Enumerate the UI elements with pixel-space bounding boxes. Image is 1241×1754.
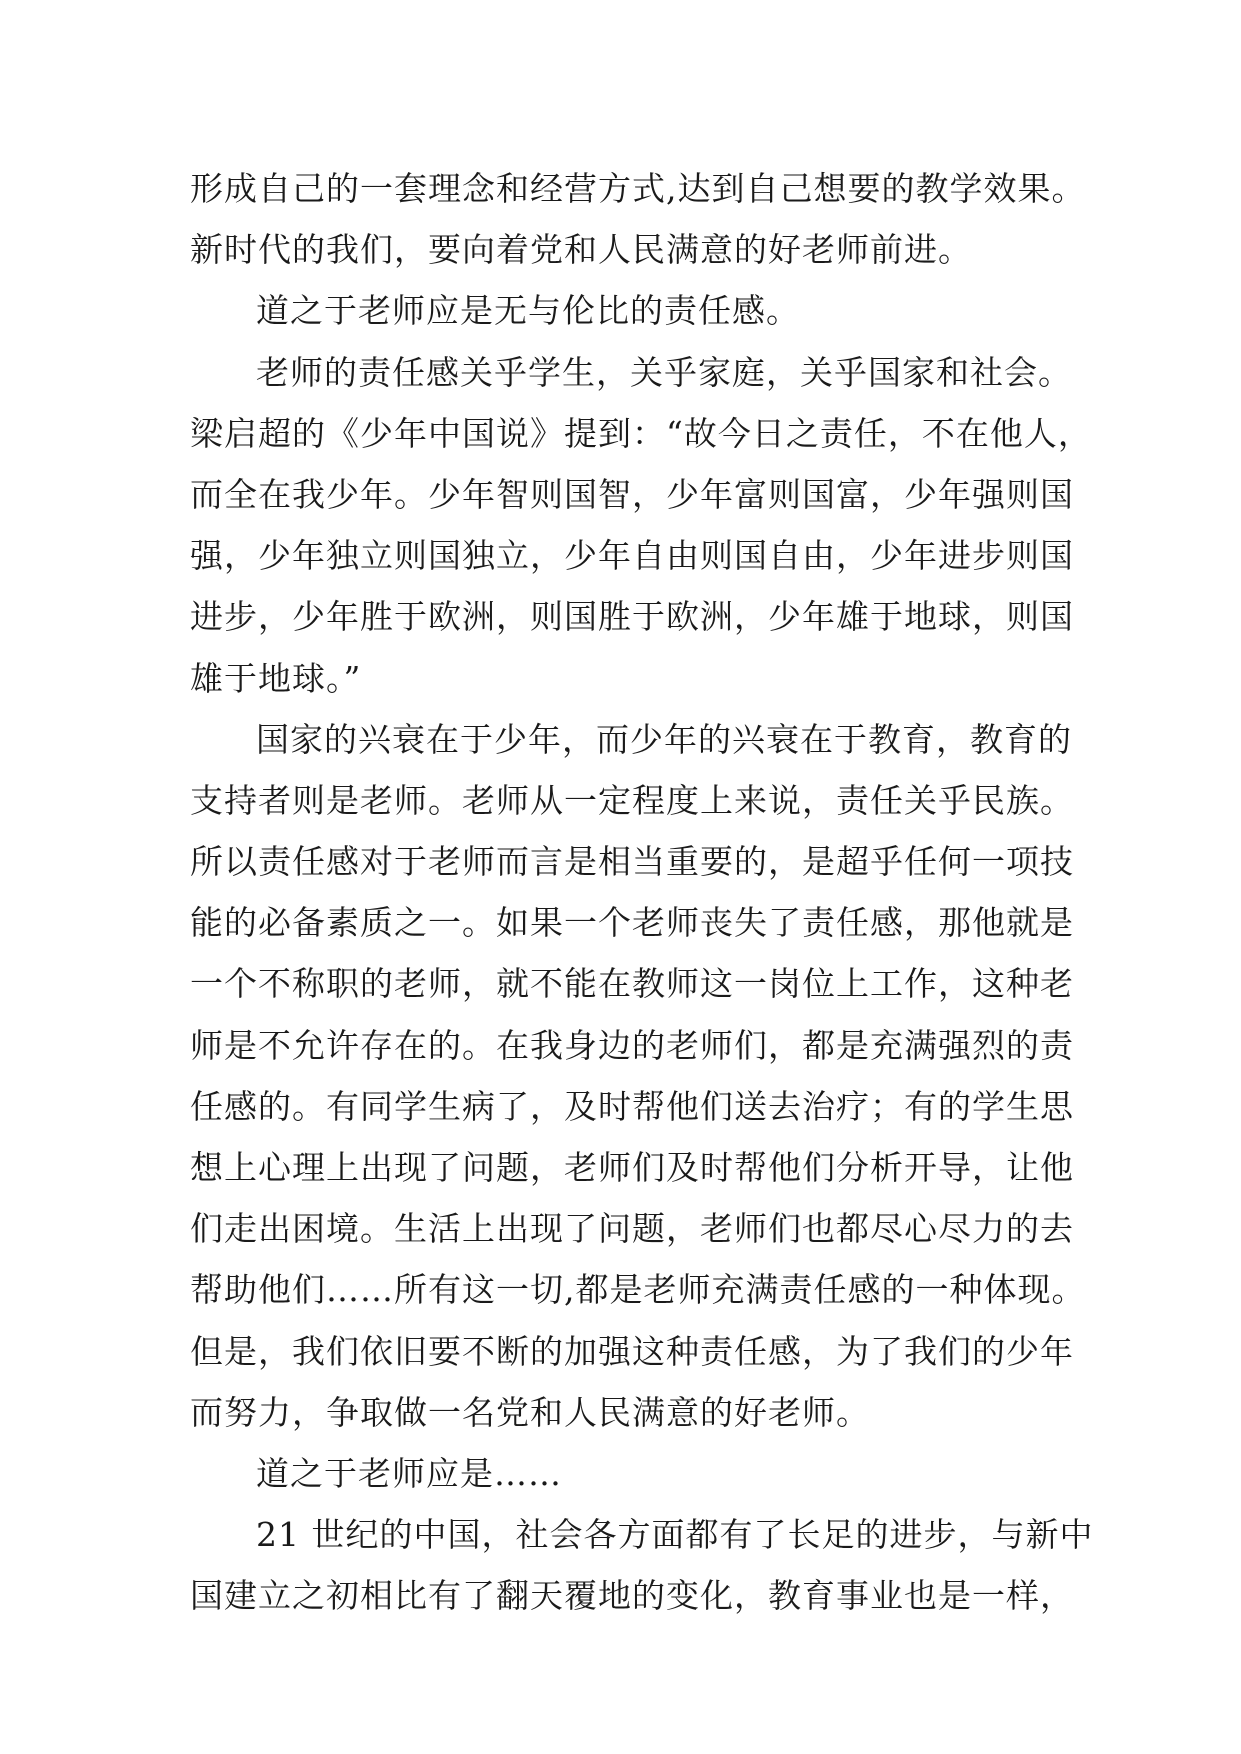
document-body (190, 158, 1094, 1627)
text-line: 新时代的我们，要向着党和人民满意的好老师前进。 (190, 230, 972, 270)
text-line: 雄于地球。” (190, 658, 362, 698)
text-line: 而全在我少年。少年智则国智，少年富则国富，少年强则国 (190, 474, 1074, 514)
text-line: 支持者则是老师。老师从一定程度上来说，责任关乎民族。 (190, 780, 1074, 820)
text-line: 一个不称职的老师，就不能在教师这一岗位上工作，这种老 (190, 964, 1074, 1004)
text-line: 师是不允许存在的。在我身边的老师们，都是充满强烈的责 (190, 1025, 1074, 1065)
section-heading: 道之于老师应是无与伦比的责任感。 (256, 291, 800, 331)
text-line: 想上心理上出现了问题，老师们及时帮他们分析开导，让他 (190, 1148, 1074, 1187)
text-line: 进步，少年胜于欧洲，则国胜于欧洲，少年雄于地球，则国 (190, 597, 1074, 637)
text-line: 而努力，争取做一名党和人民满意的好老师。 (190, 1392, 870, 1432)
text-line: 国家的兴衰在于少年，而少年的兴衰在于教育，教育的 (256, 719, 1072, 759)
section-heading: 道之于老师应是…… (256, 1453, 562, 1493)
text-line: 任感的。有同学生病了，及时帮他们送去治疗；有的学生思 (190, 1086, 1074, 1126)
text-line: 能的必备素质之一。如果一个老师丧失了责任感，那他就是 (190, 903, 1074, 943)
text-line: 梁启超的《少年中国说》提到：“故今日之责任，不在他人， (190, 413, 1092, 453)
text-line: 21 世纪的中国，社会各方面都有了长足的进步，与新中 (256, 1515, 1094, 1555)
text-line: 老师的责任感关乎学生，关乎家庭，关乎国家和社会。 (256, 352, 1072, 392)
text-line: 所以责任感对于老师而言是相当重要的，是超乎任何一项技 (190, 842, 1074, 882)
text-line: 形成自己的一套理念和经营方式,达到自己想要的教学效果。 (190, 169, 1086, 208)
text-line: 帮助他们……所有这一切,都是老师充满责任感的一种体现。 (190, 1270, 1086, 1310)
text-line: 强，少年独立则国独立，少年自由则国自由，少年进步则国 (190, 536, 1074, 576)
text-line: 们走出困境。生活上出现了问题，老师们也都尽心尽力的去 (190, 1209, 1074, 1249)
text-line: 国建立之初相比有了翻天覆地的变化，教育事业也是一样， (190, 1576, 1074, 1616)
text-line: 但是，我们依旧要不断的加强这种责任感，为了我们的少年 (190, 1331, 1074, 1371)
